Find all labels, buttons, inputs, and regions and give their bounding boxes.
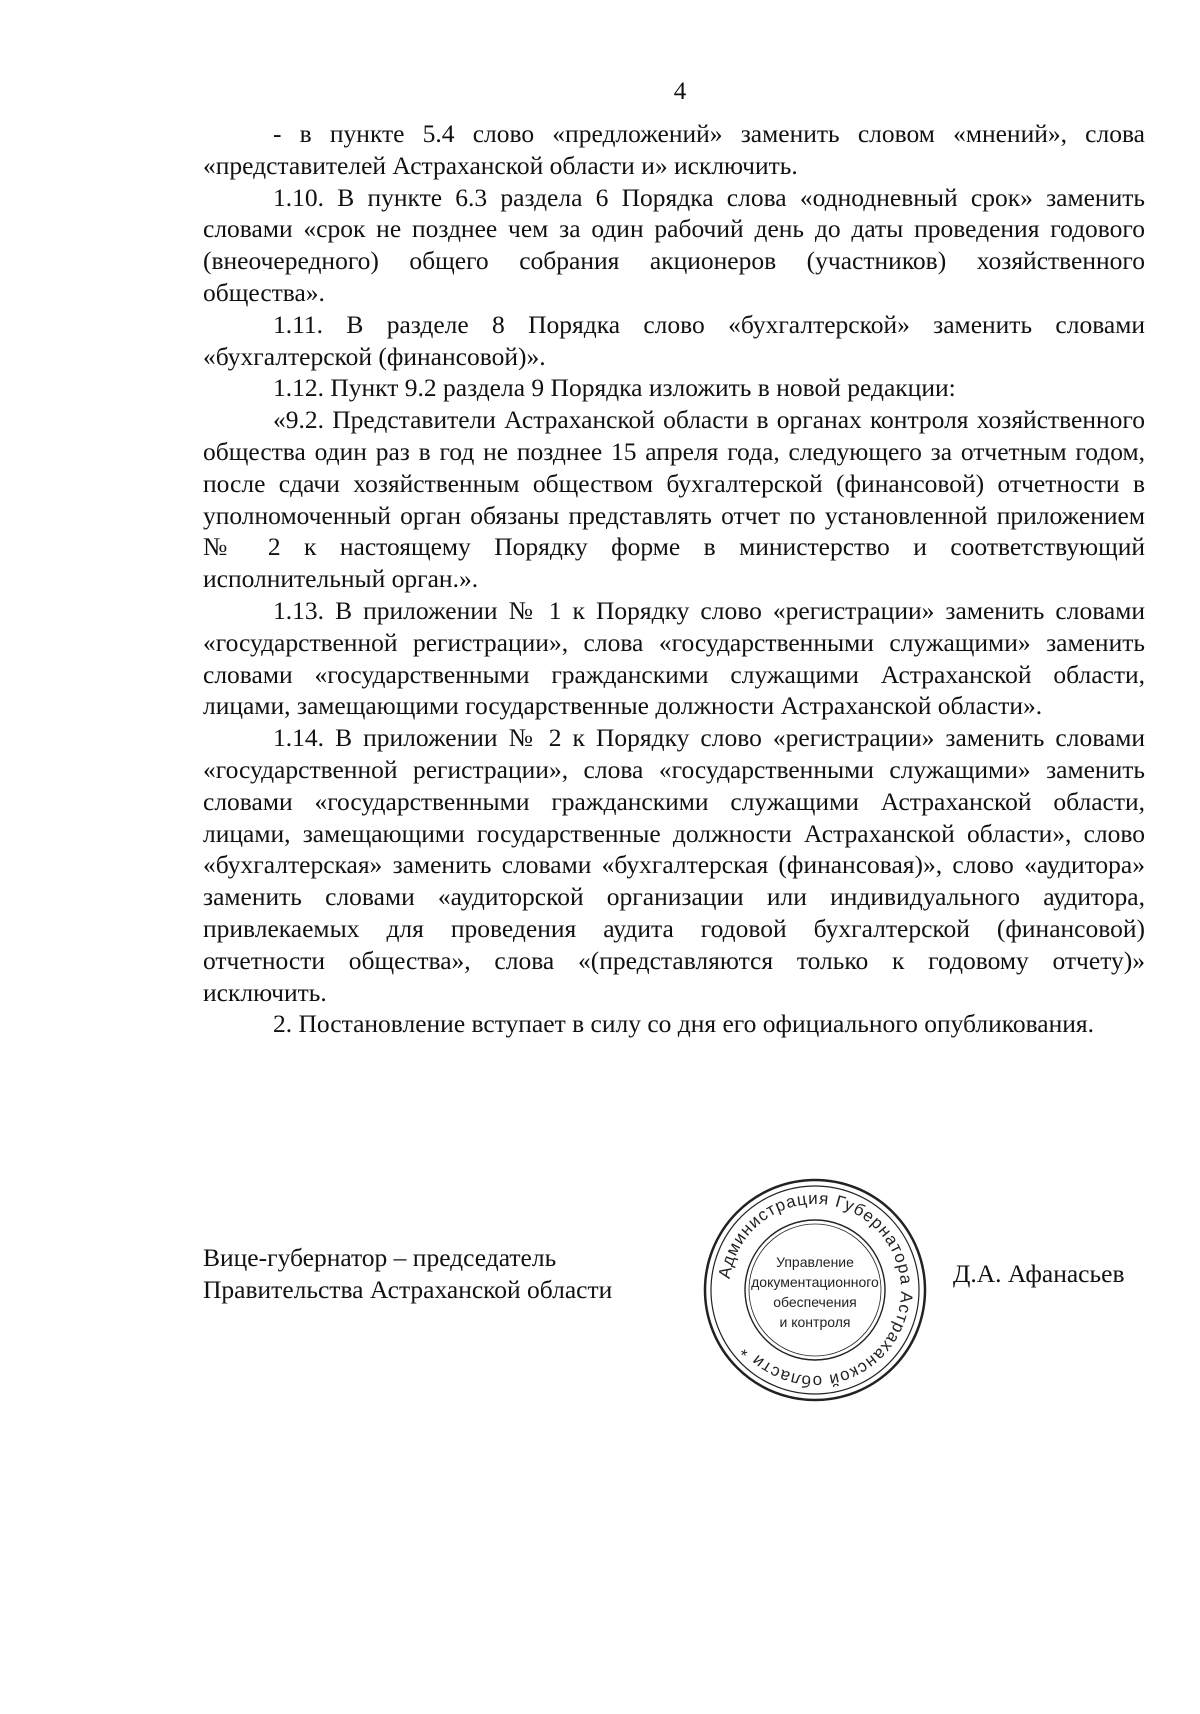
page-number: 4 xyxy=(673,78,687,105)
paragraph: 1.13. В приложении № 1 к Порядку слово «регистрации» заменить словами «государственной регистрации», слова «государственными служащими» заменить словами «государственными гражданскими служащими Астраханской области, лицами, замещающими государственные должности Астраханской области». xyxy=(203,595,1145,721)
signatory-position-line: Вице-губернатор – председатель xyxy=(203,1243,557,1272)
paragraph: 1.14. В приложении № 2 к Порядку слово «регистрации» заменить словами «государственной регистрации», слова «государственными служащими» заменить словами «государственными гражданскими служащими Астраханской области, лицами, замещающими государственные должности Астраханской области», слово «бухгалтерская» заменить словами «бухгалтерская (финансовая)», слово «аудитора» заменить словами «аудиторской организации или индивидуального аудитора, привлекаемых для проведения аудита годовой бухгалтерской (финансовой) отчетности общества», слова «(представляются только к годовому отчету)» исключить. xyxy=(203,723,1145,1007)
seal-center-line: и контроля xyxy=(779,1314,851,1330)
seal-graphic xyxy=(700,1175,930,1405)
document-body xyxy=(203,118,1145,1040)
official-seal xyxy=(700,1175,930,1405)
paragraph: 2. Постановление вступает в силу со дня его официального опубликования. xyxy=(273,1009,1094,1039)
signatory-name: Д.А. Афанасьев xyxy=(953,1259,1125,1288)
seal-ring-text: Администрация Губернатора Астраханской области * xyxy=(714,1188,917,1392)
signatory-position-line: Правительства Астраханской области xyxy=(203,1275,613,1304)
paragraph: 1.12. Пункт 9.2 раздела 9 Порядка изложить в новой редакции: xyxy=(273,373,956,403)
paragraph: 1.10. В пункте 6.3 раздела 6 Порядка слова «однодневный срок» заменить словами «срок не позднее чем за один рабочий день до даты проведения годового (внеочередного) общего собрания акционеров (участников) хозяйственного общества». xyxy=(203,182,1145,307)
signatory-position xyxy=(203,1242,612,1306)
paragraph: 1.11. В разделе 8 Порядка слово «бухгалтерской» заменить словами «бухгалтерской (финансовой)». xyxy=(203,309,1145,371)
seal-center-line: Управление xyxy=(776,1254,854,1270)
paragraph: - в пункте 5.4 слово «предложений» заменить словом «мнений», слова «представителей Астраханской области и» исключить. xyxy=(203,119,1145,180)
paragraph: «9.2. Представители Астраханской области в органах контроля хозяйственного общества один раз в год не позднее 15 апреля года, следующего за отчетным годом, после сдачи хозяйственным обществом бухгалтерской (финансовой) отчетности в уполномоченный орган обязаны представлять отчет по установленной приложением № 2 к настоящему Порядку форме в министерство и соответствующий исполнительный орган.». xyxy=(203,405,1145,594)
seal-center-line: документационного xyxy=(751,1274,879,1290)
seal-center-line: обеспечения xyxy=(773,1294,857,1310)
